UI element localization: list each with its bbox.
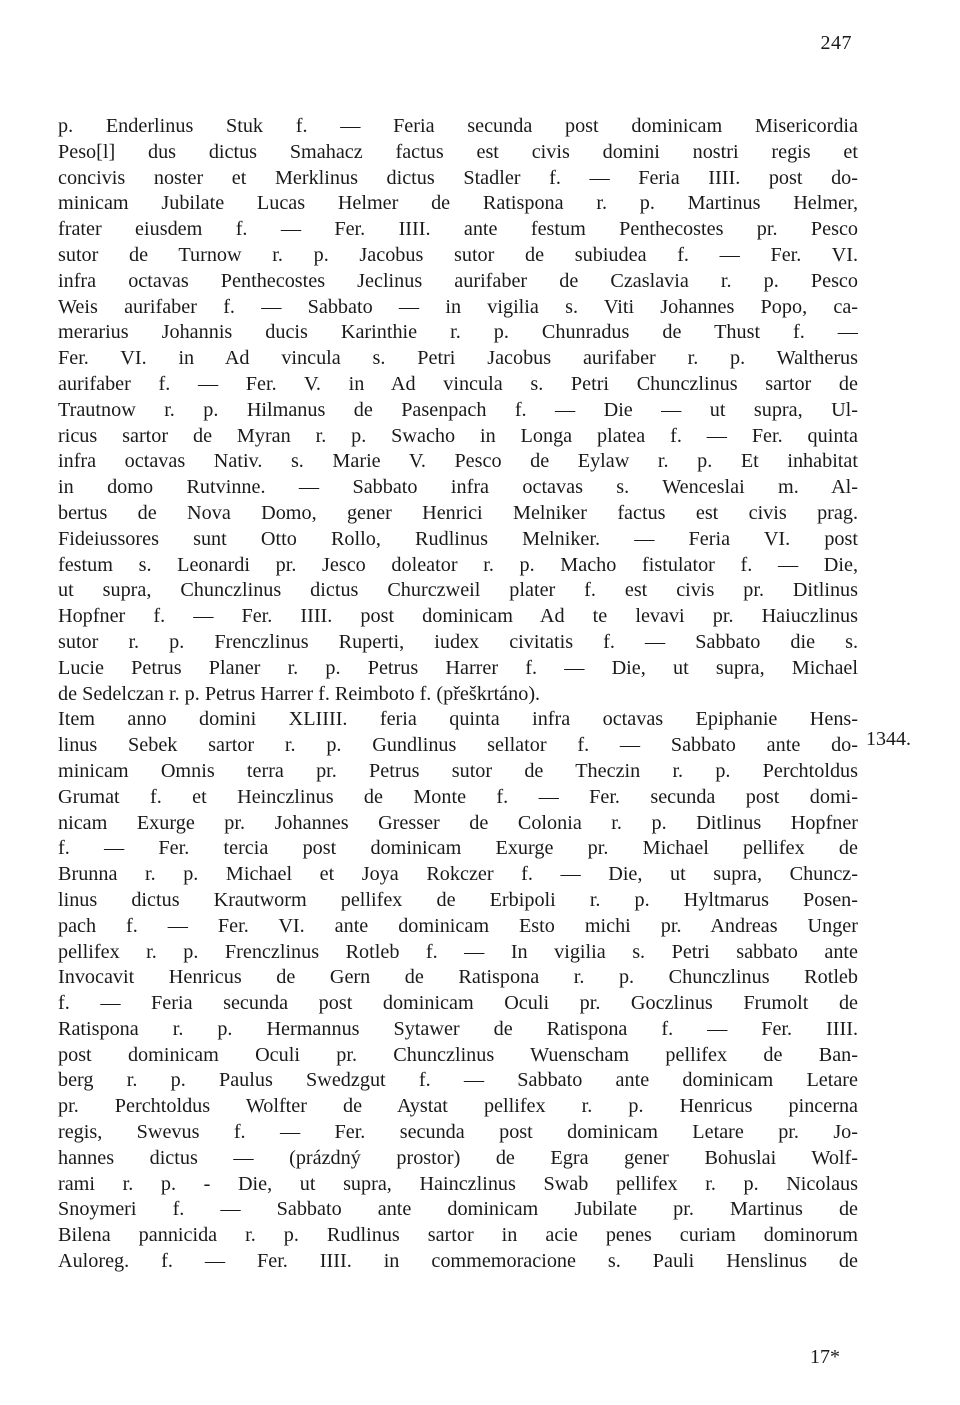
text-line: festum s. Leonardi pr. Jesco doleator r. p. Macho fistulator f. — Die, [58,553,858,576]
text-line: Item anno domini XLIIII. feria quinta infra octavas Epiphanie Hens- [58,708,858,731]
text-line: aurifaber f. — Fer. V. in Ad vincula s. Petri Chunczlinus sartor de [58,372,858,395]
text-line: Fideiussores sunt Otto Rollo, Rudlinus Melniker. — Feria VI. post [58,527,858,550]
text-line: ricus sartor de Myran r. p. Swacho in Longa platea f. — Fer. quinta [58,424,858,447]
signature-mark: 17* [810,1346,840,1368]
text-line: post dominicam Oculi pr. Chunczlinus Wuenscham pellifex de Ban- [58,1043,858,1066]
text-line: hannes dictus — (prázdný prostor) de Egra gener Bohuslai Wolf- [58,1146,858,1169]
text-line: infra octavas Penthecostes Jeclinus aurifaber de Czaslavia r. p. Pesco [58,269,858,292]
text-line: Bilena pannicida r. p. Rudlinus sartor in acie penes curiam dominorum [58,1224,858,1247]
text-line: Auloreg. f. — Fer. IIII. in commemoracione s. Pauli Henslinus de [58,1250,858,1273]
text-line: pach f. — Fer. VI. ante dominicam Esto michi pr. Andreas Unger [58,914,858,937]
text-line: Brunna r. p. Michael et Joya Rokczer f. — Die, ut supra, Chuncz- [58,863,858,886]
text-line: Lucie Petrus Planer r. p. Petrus Harrer f. — Die, ut supra, Michael [58,656,858,679]
text-line: sutor r. p. Frenczlinus Ruperti, iudex civitatis f. — Sabbato die s. [58,630,858,653]
page-number: 247 [820,32,852,54]
text-line: linus Sebek sartor r. p. Gundlinus sellator f. — Sabbato ante do- [58,734,858,757]
text-line: Invocavit Henricus de Gern de Ratispona r. p. Chunczlinus Rotleb [58,966,858,989]
text-line: Trautnow r. p. Hilmanus de Pasenpach f. — Die — ut supra, Ul- [58,398,858,421]
text-line: sutor de Turnow r. p. Jacobus sutor de subiudea f. — Fer. VI. [58,243,858,266]
text-line: f. — Fer. tercia post dominicam Exurge pr. Michael pellifex de [58,837,858,860]
text-line: Fer. VI. in Ad vincula s. Petri Jacobus aurifaber r. p. Waltherus [58,347,858,370]
text-line: in domo Rutvinne. — Sabbato infra octavas s. Wenceslai m. Al- [58,476,858,499]
document-text [58,114,858,1275]
text-line: concivis noster et Merklinus dictus Stadler f. — Feria IIII. post do- [58,166,858,189]
text-line: Weis aurifaber f. — Sabbato — in vigilia s. Viti Johannes Popo, ca- [58,295,858,318]
text-line: berg r. p. Paulus Swedzgut f. — Sabbato ante dominicam Letare [58,1069,858,1092]
text-line: nicam Exurge pr. Johannes Gresser de Colonia r. p. Ditlinus Hopfner [58,811,858,834]
text-line: infra octavas Nativ. s. Marie V. Pesco de Eylaw r. p. Et inhabitat [58,450,858,473]
text-line: minicam Jubilate Lucas Helmer de Ratispona r. p. Martinus Helmer, [58,192,858,215]
text-line: linus dictus Krautworm pellifex de Erbipoli r. p. Hyltmarus Posen- [58,888,858,911]
text-line: p. Enderlinus Stuk f. — Feria secunda post dominicam Misericordia [58,115,858,137]
text-line: Snoymeri f. — Sabbato ante dominicam Jubilate pr. Martinus de [58,1198,858,1221]
text-line: frater eiusdem f. — Fer. IIII. ante festum Penthecostes pr. Pesco [58,218,858,241]
text-line: regis, Swevus f. — Fer. secunda post dominicam Letare pr. Jo- [58,1121,858,1144]
text-line: pr. Perchtoldus Wolfter de Aystat pellifex r. p. Henricus pincerna [58,1095,858,1118]
text-line: ut supra, Chunczlinus dictus Churczweil plater f. est civis pr. Ditlinus [58,579,858,602]
text-line: pellifex r. p. Frenczlinus Rotleb f. — In vigilia s. Petri sabbato ante [58,940,858,963]
text-line: Grumat f. et Heinczlinus de Monte f. — Fer. secunda post domi- [58,785,858,808]
text-line: f. — Feria secunda post dominicam Oculi pr. Goczlinus Frumolt de [58,992,858,1015]
text-line: Peso[l] dus dictus Smahacz factus est civis domini nostri regis et [58,140,858,163]
margin-year-note: 1344. [866,728,911,750]
text-line: Ratispona r. p. Hermannus Sytawer de Ratispona f. — Fer. IIII. [58,1017,858,1040]
text-line: de Sedelczan r. p. Petrus Harrer f. Reimboto f. (přeškrtáno). [58,682,541,705]
text-line: merarius Johannis ducis Karinthie r. p. Chunradus de Thust f. — [58,321,858,344]
text-line: minicam Omnis terra pr. Petrus sutor de Theczin r. p. Perchtoldus [58,759,858,782]
text-line: Hopfner f. — Fer. IIII. post dominicam Ad te levavi pr. Haiuczlinus [58,605,858,628]
text-line: bertus de Nova Domo, gener Henrici Melniker factus est civis prag. [58,501,858,524]
text-line: rami r. p. - Die, ut supra, Hainczlinus Swab pellifex r. p. Nicolaus [58,1172,858,1195]
